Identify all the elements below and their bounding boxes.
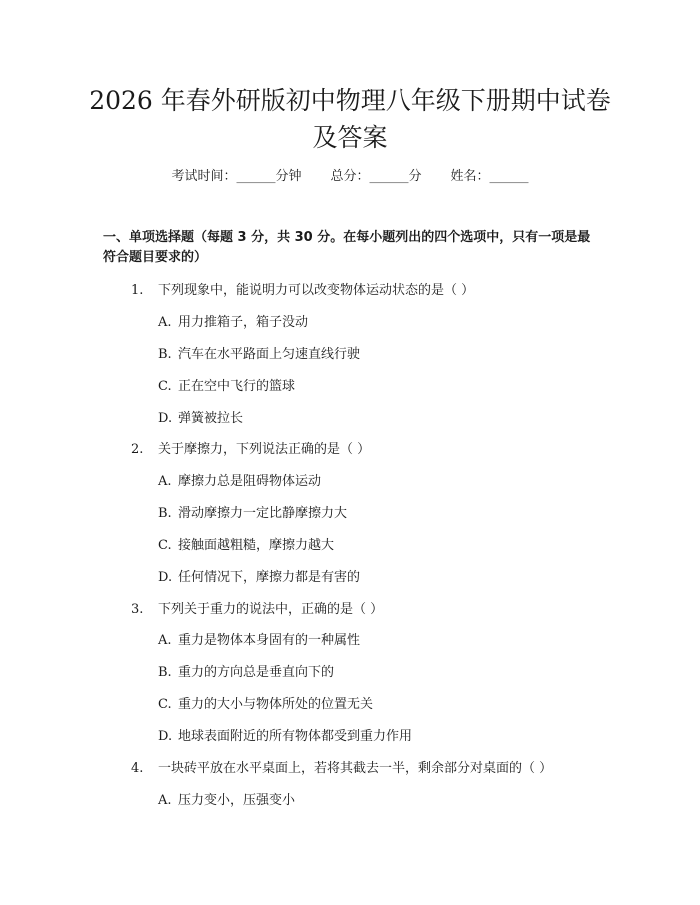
name-label: 姓名： bbox=[450, 169, 490, 184]
score-label: 总分： bbox=[330, 169, 370, 184]
option-letter: D. bbox=[158, 570, 173, 585]
time-unit: 分钟 bbox=[275, 169, 302, 184]
question-number: 4. bbox=[131, 761, 144, 776]
option-letter: B. bbox=[158, 506, 172, 521]
option-letter: A. bbox=[158, 315, 172, 330]
question-number: 2. bbox=[131, 442, 144, 457]
option-text: 接触面越粗糙，摩擦力越大 bbox=[178, 538, 335, 553]
option-text: 滑动摩擦力一定比静摩擦力大 bbox=[178, 506, 348, 521]
option-letter: D. bbox=[158, 411, 173, 426]
question-text: 下列现象中，能说明力可以改变物体运动状态的是（ ） bbox=[158, 283, 475, 298]
option-letter: C. bbox=[158, 379, 172, 394]
option-text: 任何情况下，摩擦力都是有害的 bbox=[178, 570, 361, 585]
option-letter: C. bbox=[158, 538, 172, 553]
option-text: 重力是物体本身固有的一种属性 bbox=[178, 633, 361, 648]
option-text: 正在空中飞行的篮球 bbox=[178, 379, 296, 394]
question-text: 一块砖平放在水平桌面上，若将其截去一半，剩余部分对桌面的（ ） bbox=[158, 761, 553, 776]
option-text: 压力变小，压强变小 bbox=[178, 793, 296, 808]
option-text: 重力的方向总是垂直向下的 bbox=[178, 665, 335, 680]
time-blank: ______ bbox=[236, 169, 276, 184]
name-blank: ______ bbox=[489, 169, 529, 184]
option-text: 汽车在水平路面上匀速直线行驶 bbox=[178, 347, 361, 362]
option-text: 用力推箱子，箱子没动 bbox=[178, 315, 309, 330]
time-label: 考试时间： bbox=[171, 169, 237, 184]
exam-info-line bbox=[0, 167, 700, 187]
option-letter: A. bbox=[158, 633, 172, 648]
option-text: 重力的大小与物体所处的位置无关 bbox=[178, 697, 374, 712]
section-heading: 一、单项选择题（每题 3 分，共 30 分。在每小题列出的四个选项中，只有一项是最符合题目要求的） bbox=[103, 230, 591, 265]
option-letter: C. bbox=[158, 697, 172, 712]
question-number: 1. bbox=[131, 283, 144, 298]
score-unit: 分 bbox=[408, 169, 422, 184]
option-letter: D. bbox=[158, 729, 173, 744]
option-letter: B. bbox=[158, 347, 172, 362]
question-text: 下列关于重力的说法中，正确的是（ ） bbox=[158, 602, 384, 617]
option-letter: B. bbox=[158, 665, 172, 680]
option-text: 弹簧被拉长 bbox=[178, 411, 244, 426]
option-letter: A. bbox=[158, 474, 172, 489]
option-letter: A. bbox=[158, 793, 172, 808]
score-blank: ______ bbox=[369, 169, 409, 184]
option-text: 摩擦力总是阻碍物体运动 bbox=[178, 474, 322, 489]
exam-title: 2026 年春外研版初中物理八年级下册期中试卷及答案 bbox=[89, 86, 611, 152]
option-text: 地球表面附近的所有物体都受到重力作用 bbox=[178, 729, 413, 744]
question-text: 关于摩擦力，下列说法正确的是（ ） bbox=[158, 442, 371, 457]
question-number: 3. bbox=[131, 602, 144, 617]
